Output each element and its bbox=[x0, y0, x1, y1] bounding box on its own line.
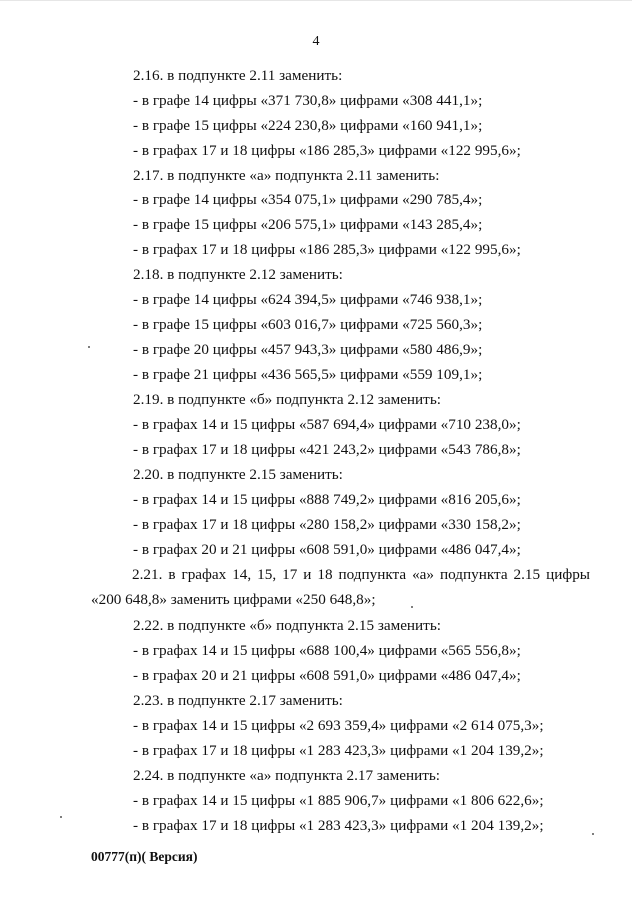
clause-2-18: 2.18. в подпункте 2.12 заменить: bbox=[133, 266, 343, 283]
clause-line: - в графах 17 и 18 цифры «186 285,3» цифрами «122 995,6»; bbox=[133, 241, 521, 258]
clause-2-20: 2.20. в подпункте 2.15 заменить: bbox=[133, 466, 343, 483]
clause-2-21: 2.21. в графах 14, 15, 17 и 18 подпункта «а» подпункта 2.15 цифры bbox=[132, 566, 590, 583]
clause-line: - в графах 14 и 15 цифры «688 100,4» цифрами «565 556,8»; bbox=[133, 642, 521, 659]
document-footer-code: 00777(п)( Версия) bbox=[91, 849, 198, 864]
clause-2-22: 2.22. в подпункте «б» подпункта 2.15 заменить: bbox=[133, 617, 441, 634]
page-number: 4 bbox=[312, 34, 320, 49]
clause-2-24: 2.24. в подпункте «а» подпункта 2.17 заменить: bbox=[133, 767, 440, 784]
clause-line: - в графе 15 цифры «206 575,1» цифрами «143 285,4»; bbox=[133, 216, 483, 233]
scan-top-edge bbox=[0, 0, 632, 1]
clause-line: - в графе 15 цифры «603 016,7» цифрами «725 560,3»; bbox=[133, 316, 483, 333]
clause-line: - в графах 14 и 15 цифры «888 749,2» цифрами «816 205,6»; bbox=[133, 491, 521, 508]
scan-speck bbox=[592, 833, 594, 835]
clause-line: - в графах 17 и 18 цифры «1 283 423,3» цифрами «1 204 139,2»; bbox=[133, 742, 544, 759]
clause-2-21-continuation: «200 648,8» заменить цифрами «250 648,8»; bbox=[91, 591, 376, 608]
clause-line: - в графах 14 и 15 цифры «1 885 906,7» цифрами «1 806 622,6»; bbox=[133, 792, 544, 809]
clause-line: - в графах 17 и 18 цифры «421 243,2» цифрами «543 786,8»; bbox=[133, 441, 521, 458]
scan-speck bbox=[60, 816, 62, 818]
clause-line: - в графе 14 цифры «371 730,8» цифрами «308 441,1»; bbox=[133, 92, 483, 109]
clause-line: - в графах 20 и 21 цифры «608 591,0» цифрами «486 047,4»; bbox=[133, 541, 521, 558]
clause-line: - в графах 17 и 18 цифры «280 158,2» цифрами «330 158,2»; bbox=[133, 516, 521, 533]
scan-speck bbox=[88, 346, 90, 348]
clause-line: - в графах 17 и 18 цифры «1 283 423,3» цифрами «1 204 139,2»; bbox=[133, 817, 544, 834]
clause-line: - в графах 20 и 21 цифры «608 591,0» цифрами «486 047,4»; bbox=[133, 667, 521, 684]
clause-line: - в графе 21 цифры «436 565,5» цифрами «559 109,1»; bbox=[133, 366, 483, 383]
clause-2-17: 2.17. в подпункте «а» подпункта 2.11 заменить: bbox=[133, 167, 440, 184]
clause-2-19: 2.19. в подпункте «б» подпункта 2.12 заменить: bbox=[133, 391, 441, 408]
clause-line: - в графе 14 цифры «354 075,1» цифрами «290 785,4»; bbox=[133, 191, 483, 208]
clause-line: - в графе 15 цифры «224 230,8» цифрами «160 941,1»; bbox=[133, 117, 483, 134]
clause-line: - в графе 14 цифры «624 394,5» цифрами «746 938,1»; bbox=[133, 291, 483, 308]
clause-2-16: 2.16. в подпункте 2.11 заменить: bbox=[133, 67, 343, 84]
clause-line: - в графах 14 и 15 цифры «2 693 359,4» цифрами «2 614 075,3»; bbox=[133, 717, 544, 734]
clause-2-23: 2.23. в подпункте 2.17 заменить: bbox=[133, 692, 343, 709]
scan-speck bbox=[411, 606, 413, 608]
clause-line: - в графах 14 и 15 цифры «587 694,4» цифрами «710 238,0»; bbox=[133, 416, 521, 433]
clause-line: - в графах 17 и 18 цифры «186 285,3» цифрами «122 995,6»; bbox=[133, 142, 521, 159]
clause-line: - в графе 20 цифры «457 943,3» цифрами «580 486,9»; bbox=[133, 341, 483, 358]
